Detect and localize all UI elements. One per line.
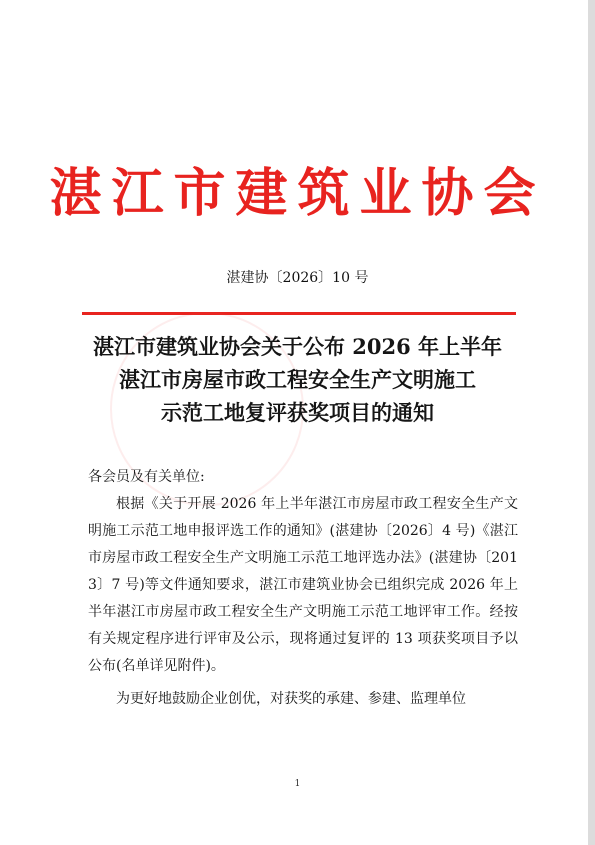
organization-header: 湛江市建筑业协会 [49, 163, 546, 224]
title-line-1: 湛江市建筑业协会关于公布 2026 年上半年 [92, 334, 503, 359]
body-paragraph-2: 为更好地鼓励企业创优，对获奖的承建、参建、监理单位 [116, 691, 466, 707]
body-paragraph-1: 根据《关于开展 2026 年上半年湛江市房屋市政工程安全生产文明施工示范工地申报评选工作的通知》(湛建协〔2026〕4 号)《湛江市房屋市政工程安全生产文明施工示范工地评选办法》(湛建协〔2013〕7 号)等文件通知要求，湛江市建筑业协会已组织完成 2026 年上半年湛江市房屋市政工程安全生产文明施工示范工地评审工作。经按有关规定程序进行评审及公示，现将通过复评的 13 项获奖项目予以公布(名单详见附件)。 [88, 496, 518, 674]
page-number: 1 [294, 779, 301, 789]
document-number: 湛建协〔2026〕10 号 [226, 270, 369, 286]
title-line-2: 湛江市房屋市政工程安全生产文明施工 [119, 367, 476, 392]
document-title [0, 330, 595, 429]
red-divider-line [82, 312, 516, 315]
title-line-3: 示范工地复评获奖项目的通知 [161, 400, 434, 425]
salutation: 各会员及有关单位: [88, 469, 205, 485]
document-body [88, 464, 518, 713]
